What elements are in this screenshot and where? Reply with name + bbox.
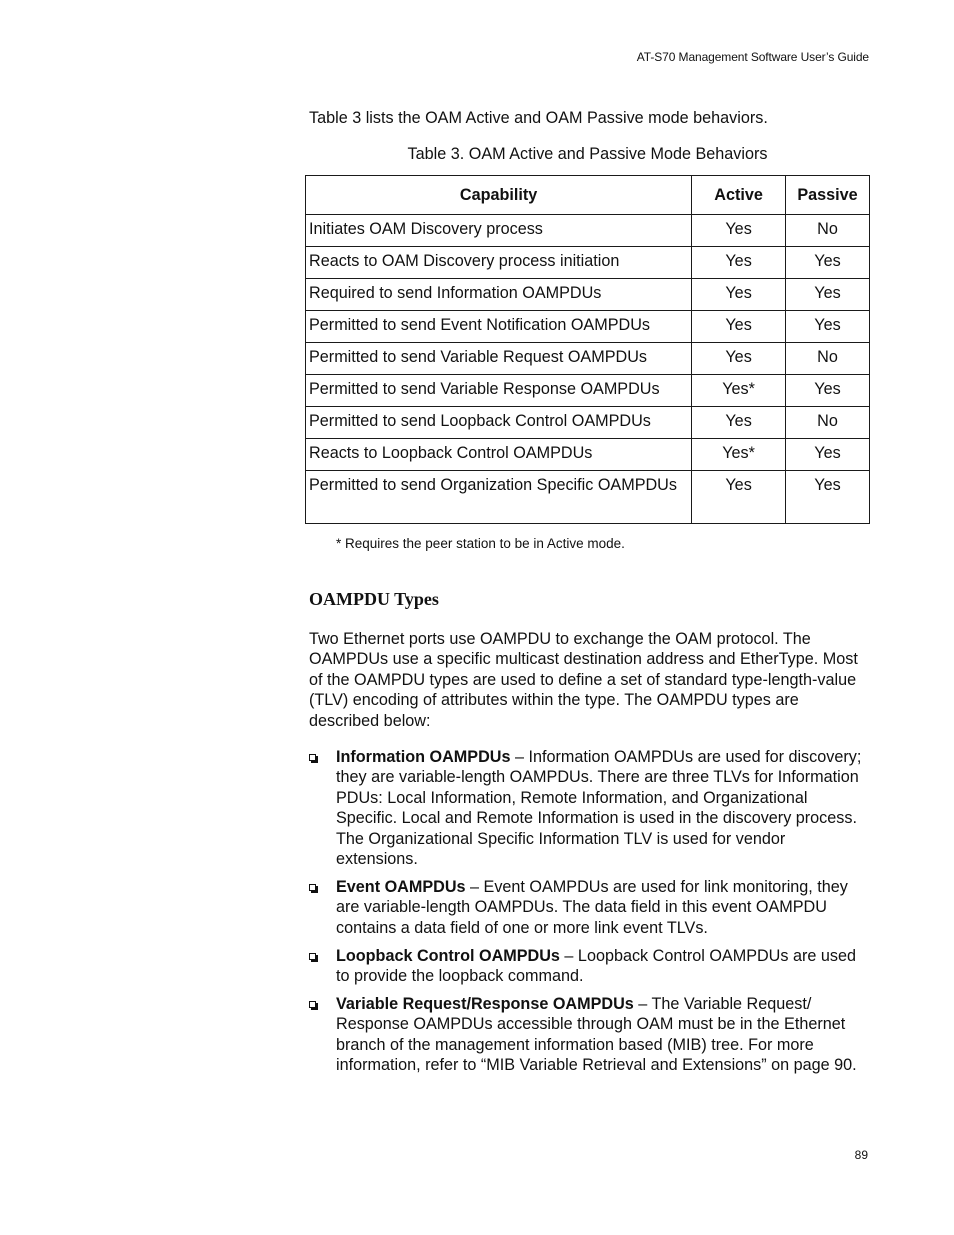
capability-cell: Permitted to send Variable Request OAMPDUs <box>306 343 692 375</box>
capability-cell: Permitted to send Variable Response OAMPDUs <box>306 375 692 407</box>
capability-cell: Permitted to send Organization Specific OAMPDUs <box>306 471 692 524</box>
table-row <box>306 375 870 407</box>
mode-behaviors-table <box>305 175 870 524</box>
table-row <box>306 471 870 524</box>
section-paragraph: Two Ethernet ports use OAMPDU to exchange the OAM protocol. The OAMPDUs use a specific multicast destination address and EtherType. Most of the OAMPDU types are used to define a set of standard type-length-value (TLV) encoding of attributes within the type. The OAMPDU types are described below: <box>309 630 858 730</box>
table-row <box>306 279 870 311</box>
active-cell: Yes <box>692 471 786 524</box>
intro-sentence: Table 3 lists the OAM Active and OAM Passive mode behaviors. <box>309 109 768 127</box>
checkbox-bullet-icon <box>309 884 316 891</box>
list-item-term: Information OAMPDUs <box>336 748 511 766</box>
list-item-term: Loopback Control OAMPDUs <box>336 946 560 965</box>
list-item-text: – Event OAMPDUs are used for link monitoring, they are variable-length OAMPDUs. The data field in this event OAMPDU contains a data field of one or more link event TLVs. <box>336 877 848 937</box>
capability-cell: Reacts to OAM Discovery process initiation <box>306 247 692 279</box>
passive-cell: No <box>786 407 870 439</box>
table-caption: Table 3. OAM Active and Passive Mode Behaviors <box>407 145 768 163</box>
active-cell: Yes <box>692 215 786 247</box>
active-cell: Yes <box>692 343 786 375</box>
capability-cell: Permitted to send Loopback Control OAMPDUs <box>306 407 692 439</box>
table-header-row <box>306 176 870 215</box>
running-header: AT-S70 Management Software User’s Guide <box>636 50 869 64</box>
passive-cell: Yes <box>786 439 870 471</box>
checkbox-bullet-icon <box>309 1001 316 1008</box>
oampdu-type-list <box>309 747 869 1083</box>
passive-cell: Yes <box>786 247 870 279</box>
checkbox-bullet-icon <box>309 953 316 960</box>
column-header-active: Active <box>692 176 786 215</box>
table-row <box>306 439 870 471</box>
list-item <box>309 877 869 938</box>
list-item-term: Event OAMPDUs <box>336 877 466 896</box>
page-number: 89 <box>854 1148 868 1162</box>
column-header-passive: Passive <box>786 176 870 215</box>
active-cell: Yes <box>692 279 786 311</box>
table-row <box>306 407 870 439</box>
table-row <box>306 311 870 343</box>
table-row <box>306 343 870 375</box>
active-cell: Yes* <box>692 439 786 471</box>
table-row <box>306 215 870 247</box>
capability-cell: Reacts to Loopback Control OAMPDUs <box>306 439 692 471</box>
passive-cell: Yes <box>786 471 870 524</box>
active-cell: Yes* <box>692 375 786 407</box>
active-cell: Yes <box>692 247 786 279</box>
capability-cell: Initiates OAM Discovery process <box>306 215 692 247</box>
list-item-term: Variable Request/Response OAMPDUs <box>336 994 634 1013</box>
passive-cell: No <box>786 215 870 247</box>
list-item <box>309 747 869 869</box>
table-footnote: * Requires the peer station to be in Active mode. <box>336 536 625 551</box>
passive-cell: Yes <box>786 375 870 407</box>
column-header-capability: Capability <box>306 176 692 215</box>
list-item-text: – The Variable Request/ Response OAMPDUs accessible through OAM must be in the Ethernet branch of the management information based (MIB) tree. For more information, refer to “MIB Variable Retrieval and Extensions” on page 90. <box>336 994 857 1075</box>
list-item <box>309 994 869 1076</box>
capability-cell: Permitted to send Event Notification OAMPDUs <box>306 311 692 343</box>
list-item-text: – Information OAMPDUs are used for discovery; they are variable-length OAMPDUs. There are three TLVs for Information PDUs: Local Information, Remote Information, and Organizational Specific. Local and Remote Information is used in the discovery process. The Organizational Specific Information TLV is used for vendor extensions. <box>336 748 862 869</box>
capability-cell: Required to send Information OAMPDUs <box>306 279 692 311</box>
list-item-text: – Loopback Control OAMPDUs are used to provide the loopback command. <box>336 946 856 986</box>
table-row <box>306 247 870 279</box>
list-item <box>309 946 869 987</box>
passive-cell: No <box>786 343 870 375</box>
active-cell: Yes <box>692 407 786 439</box>
passive-cell: Yes <box>786 311 870 343</box>
checkbox-bullet-icon <box>309 754 316 761</box>
active-cell: Yes <box>692 311 786 343</box>
passive-cell: Yes <box>786 279 870 311</box>
section-heading: OAMPDU Types <box>309 589 439 609</box>
